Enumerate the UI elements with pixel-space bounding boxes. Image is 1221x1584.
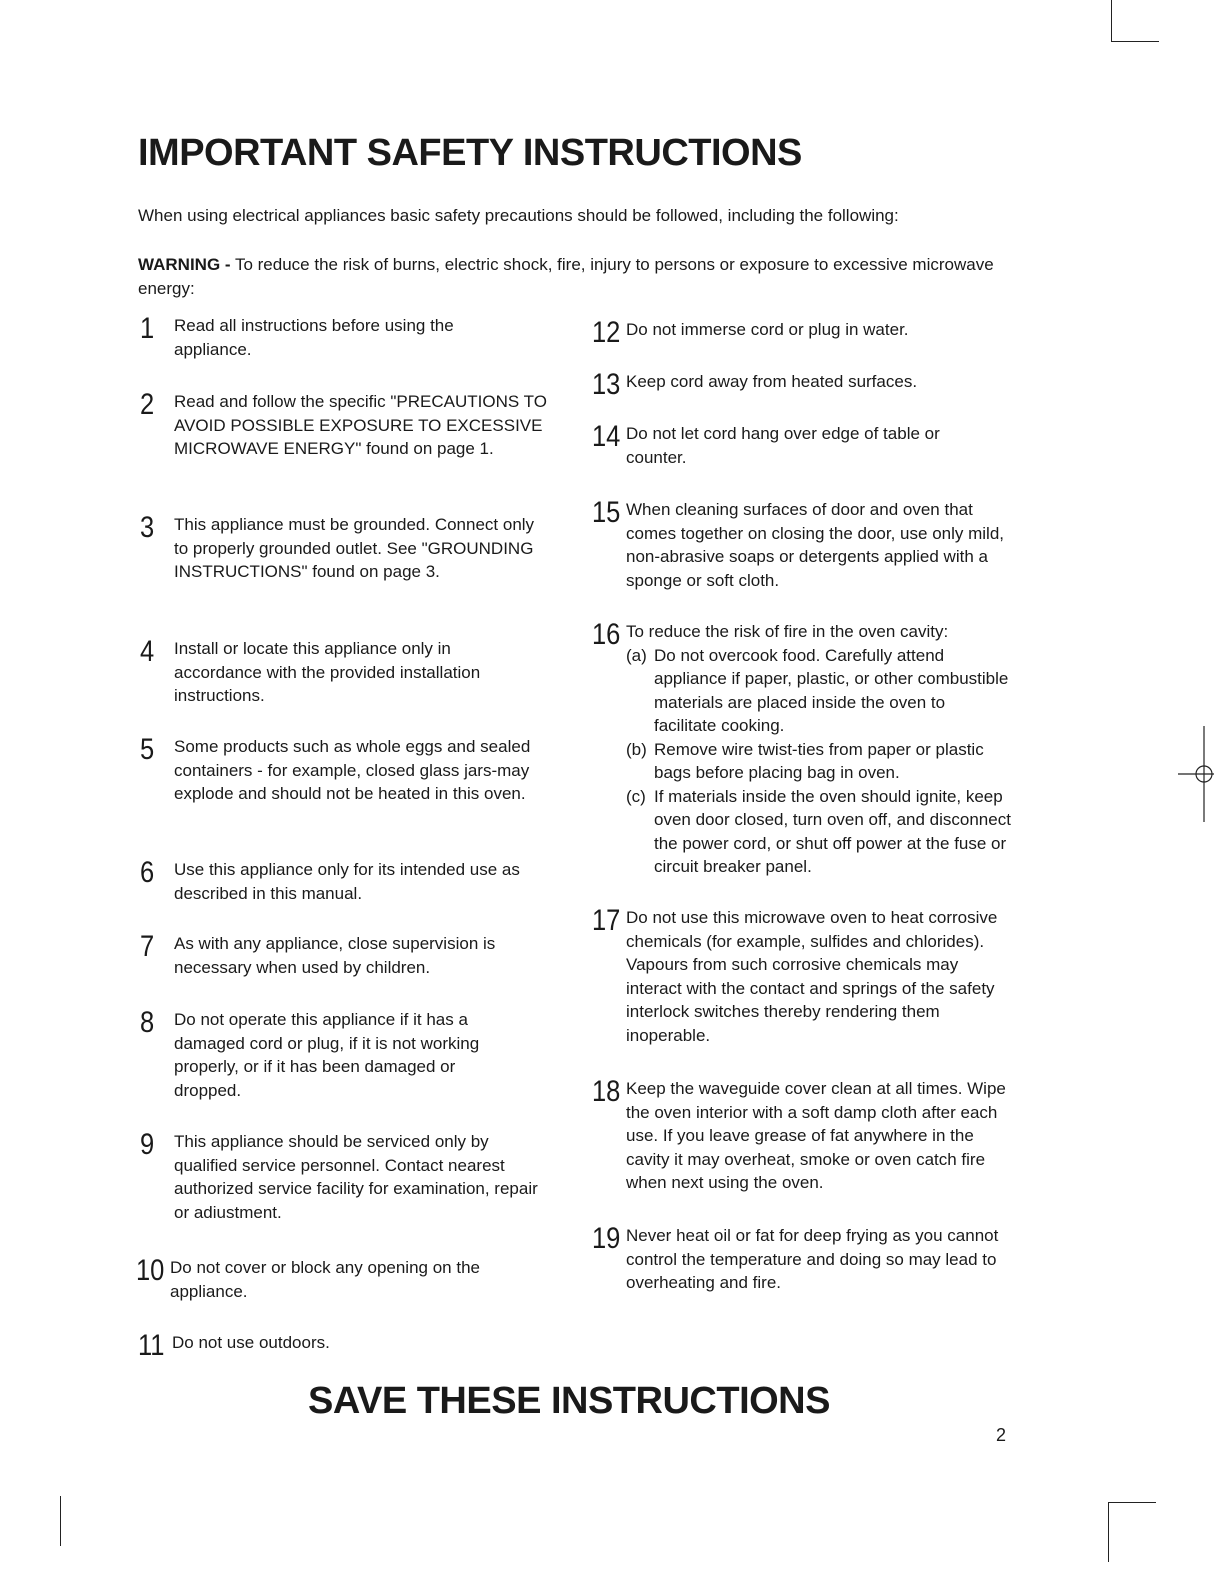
instruction-number: 14 bbox=[592, 420, 621, 453]
registration-mark-icon bbox=[1176, 726, 1216, 826]
instruction-text: Do not let cord hang over edge of table or counter. bbox=[626, 424, 940, 467]
instruction-number: 5 bbox=[140, 733, 155, 766]
crop-mark-bottom-right-horizontal bbox=[1108, 1502, 1156, 1503]
instruction-text: Read all instructions before using the appliance. bbox=[174, 316, 454, 359]
instruction-number: 6 bbox=[140, 856, 155, 889]
instruction-number: 8 bbox=[140, 1006, 155, 1039]
warning-label: WARNING - bbox=[138, 255, 231, 274]
page-number: 2 bbox=[996, 1425, 1007, 1445]
instruction-number: 13 bbox=[592, 368, 621, 401]
page-title: IMPORTANT SAFETY INSTRUCTIONS bbox=[138, 132, 802, 174]
instruction-text: Do not operate this appliance if it has a damaged cord or plug, if it is not working properly, or if it has been damaged or dropped. bbox=[174, 1010, 480, 1100]
save-instructions-heading: SAVE THESE INSTRUCTIONS bbox=[308, 1380, 830, 1422]
instruction-text: Keep the waveguide cover clean at all times. Wipe the oven interior with a soft damp cloth after each use. If you leave grease of fat anywhere in the cavity it may overheat, smoke or oven catch fire when next using the oven. bbox=[626, 1079, 1006, 1192]
instruction-number: 2 bbox=[140, 388, 155, 421]
instruction-text: Never heat oil or fat for deep frying as you cannot control the temperature and doing so may lead to overheating and fire. bbox=[626, 1226, 999, 1292]
instruction-text: Do not use outdoors. bbox=[172, 1333, 330, 1352]
instruction-number: 7 bbox=[140, 930, 155, 963]
instruction-text: Do not use this microwave oven to heat corrosive chemicals (for example, sulfides and chlorides). Vapours from such corrosive chemicals may interact with the contact and springs of the safety interlock switches thereby rendering them inoperable. bbox=[626, 908, 998, 1045]
instruction-text: Do not immerse cord or plug in water. bbox=[626, 320, 909, 339]
sub-item-label: (b) bbox=[626, 739, 647, 759]
instruction-number: 11 bbox=[138, 1329, 165, 1362]
instruction-text: This appliance must be grounded. Connect only to properly grounded outlet. See "GROUNDING INSTRUCTIONS" found on page 3. bbox=[174, 515, 535, 581]
sub-item-text: Do not overcook food. Carefully attend appliance if paper, plastic, or other combustible materials are placed inside the oven to facilitate cooking. bbox=[654, 645, 1009, 735]
instruction-number: 16 bbox=[592, 618, 621, 651]
instruction-number: 12 bbox=[592, 316, 621, 349]
instruction-text: When cleaning surfaces of door and oven that comes together on closing the door, use only mild, non-abrasive soaps or detergents applied with a sponge or soft cloth. bbox=[626, 500, 1004, 590]
instruction-number: 9 bbox=[140, 1128, 155, 1161]
crop-mark-top-right-horizontal bbox=[1111, 41, 1159, 42]
instruction-text-group bbox=[626, 620, 1011, 879]
sub-item-label: (c) bbox=[626, 786, 646, 806]
warning-text bbox=[138, 253, 998, 301]
sub-item-a bbox=[626, 644, 1011, 738]
instruction-number: 10 bbox=[136, 1254, 165, 1287]
instruction-text: Do not cover or block any opening on the appliance. bbox=[170, 1258, 480, 1301]
instruction-number: 1 bbox=[140, 312, 155, 345]
crop-mark-bottom-right-vertical bbox=[1108, 1502, 1109, 1562]
intro-text: When using electrical appliances basic safety precautions should be followed, including the following: bbox=[138, 206, 899, 225]
instruction-text: To reduce the risk of fire in the oven cavity: bbox=[626, 622, 949, 641]
instruction-text: This appliance should be serviced only by qualified service personnel. Contact nearest authorized service facility for examination, repair or adiustment. bbox=[174, 1132, 538, 1222]
instruction-number: 17 bbox=[592, 904, 621, 937]
sub-item-label: (a) bbox=[626, 645, 647, 665]
warning-body: To reduce the risk of burns, electric shock, fire, injury to persons or exposure to excessive microwave energy: bbox=[138, 255, 994, 298]
crop-mark-bottom-left bbox=[60, 1496, 61, 1546]
instruction-text: Use this appliance only for its intended use as described in this manual. bbox=[174, 860, 520, 903]
instruction-number: 4 bbox=[140, 635, 155, 668]
crop-mark-top-right-vertical bbox=[1111, 0, 1112, 42]
instruction-number: 18 bbox=[592, 1075, 621, 1108]
sub-item-text: If materials inside the oven should ignite, keep oven door closed, turn oven off, and disconnect the power cord, or shut off power at the fuse or circuit breaker panel. bbox=[654, 786, 1011, 876]
instruction-text: Some products such as whole eggs and sealed containers - for example, closed glass jars-may explode and should not be heated in this oven. bbox=[174, 737, 531, 803]
sub-item-c bbox=[626, 785, 1011, 879]
instruction-text: Keep cord away from heated surfaces. bbox=[626, 372, 918, 391]
sub-item-text: Remove wire twist-ties from paper or plastic bags before placing bag in oven. bbox=[654, 739, 984, 782]
sub-item-b bbox=[626, 738, 1011, 785]
instruction-number: 19 bbox=[592, 1222, 621, 1255]
instruction-text: Install or locate this appliance only in accordance with the provided installation instructions. bbox=[174, 639, 481, 705]
instruction-text: As with any appliance, close supervision is necessary when used by children. bbox=[174, 934, 496, 977]
instruction-text: Read and follow the specific "PRECAUTIONS TO AVOID POSSIBLE EXPOSURE TO EXCESSIVE MICROWAVE ENERGY" found on page 1. bbox=[174, 392, 547, 458]
instruction-number: 3 bbox=[140, 511, 155, 544]
instruction-number: 15 bbox=[592, 496, 621, 529]
